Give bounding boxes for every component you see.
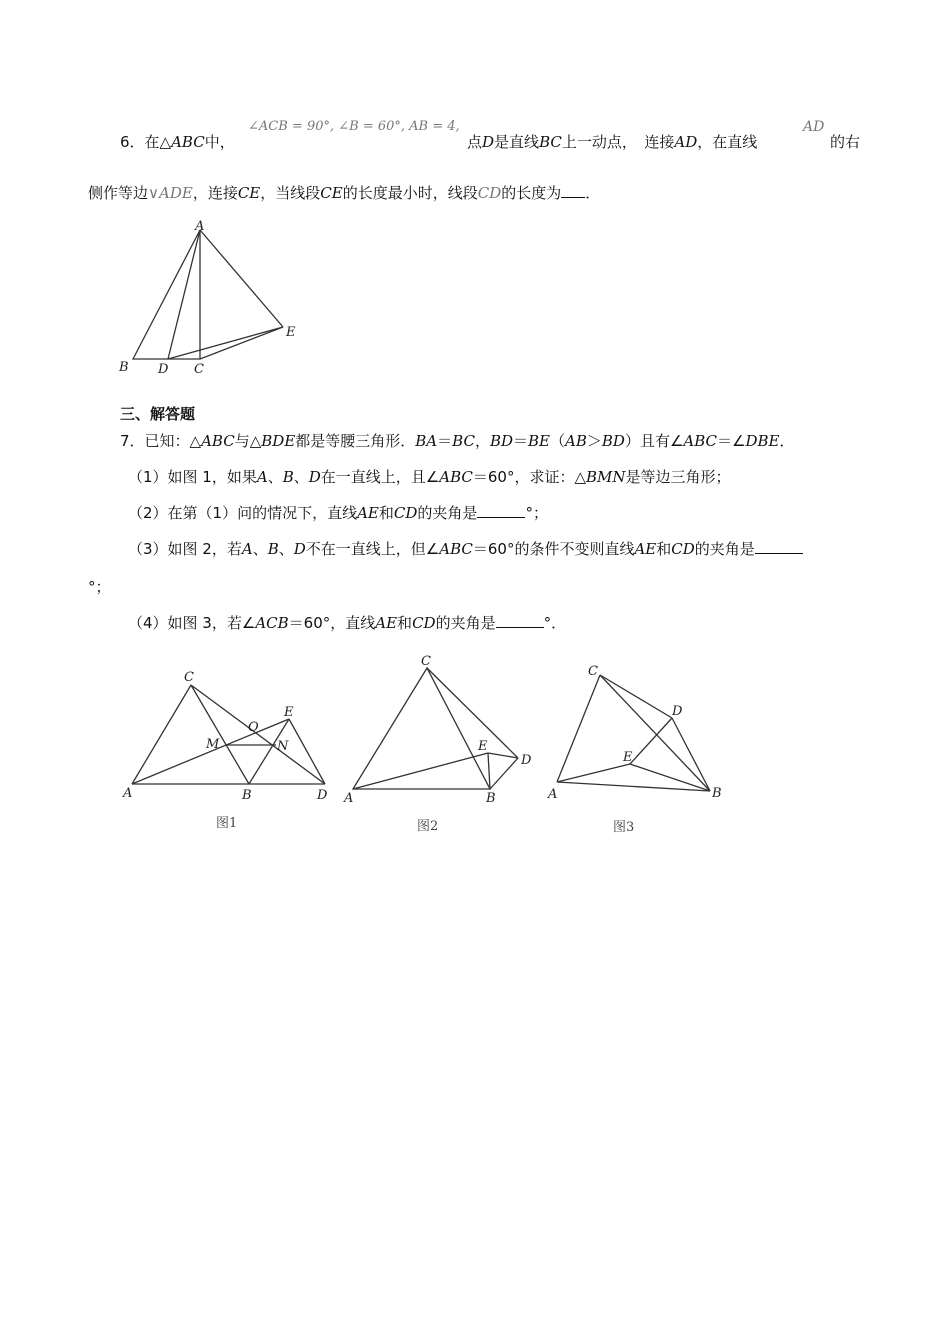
fig3-line-ae	[557, 764, 630, 782]
q6-segment-de	[168, 327, 283, 359]
fig2-label-b: B	[486, 791, 496, 806]
q6-text: 上一动点， 连接	[561, 133, 675, 151]
q6-text: 的长度最小时，线段	[342, 184, 478, 202]
q7-point: A	[256, 468, 268, 486]
q6-abc: ABC	[171, 133, 205, 151]
q7-text: 的夹角是	[694, 540, 755, 558]
q7-abc: ABC	[439, 468, 473, 486]
fig1-label-n: N	[277, 739, 289, 754]
q7-figure-2	[340, 652, 540, 837]
q6-label-b: B	[119, 360, 129, 375]
q6-text: ．	[585, 184, 601, 202]
q6-text: 中，	[204, 133, 235, 151]
q7-figure-3	[545, 660, 755, 840]
q7-part3	[128, 538, 803, 559]
q6-text: 的长度为	[501, 184, 562, 202]
q6-text: 点	[467, 133, 483, 151]
q7-abc: ABC	[201, 432, 235, 450]
q6-d: D	[482, 133, 495, 151]
q7-point: D	[308, 468, 321, 486]
q7-text: 和	[378, 504, 394, 522]
q7-text: ＝∠	[717, 432, 746, 450]
q7-abc: ABC	[439, 540, 473, 558]
q6-bc: BC	[539, 133, 562, 151]
q6-ad: AD	[674, 133, 698, 151]
q7-bd: BD	[489, 432, 514, 450]
q7-text: 的夹角是	[417, 504, 478, 522]
q6-text: 在△	[144, 133, 172, 151]
q7-text: （	[550, 432, 566, 450]
q6-segment-ae	[200, 230, 283, 327]
q7-be: BE	[528, 432, 551, 450]
q6-line1-end: 的右	[830, 133, 861, 151]
fig1-line-ac	[132, 685, 191, 784]
q6-ade: ∨ADE	[148, 184, 193, 202]
fig2-caption: 图2	[417, 819, 439, 834]
q7-abc: ABC	[683, 432, 718, 450]
q7-text: 都是等腰三角形．	[295, 432, 416, 450]
q6-label-c: C	[194, 362, 204, 377]
fig3-label-c: C	[588, 664, 598, 679]
q7-text: （4）如图 3，若∠	[128, 614, 256, 632]
q7-cd: CD	[393, 504, 418, 522]
fig2-label-d: D	[521, 753, 532, 768]
q7-text: ．	[779, 432, 795, 450]
fig1-label-c: C	[184, 670, 194, 685]
section-heading: 三、解答题	[120, 405, 196, 423]
fig2-label-a: A	[344, 791, 354, 806]
q7-dbe: DBE	[745, 432, 780, 450]
q7-part3-end: °；	[88, 578, 111, 596]
q6-label-a: A	[195, 219, 205, 234]
q7-text: 7．已知：△	[120, 432, 202, 450]
fig1-label-d: D	[317, 788, 328, 803]
q7-part1	[128, 466, 731, 487]
q7-text: （3）如图 2，若	[128, 540, 242, 558]
q6-text: ，当线段	[260, 184, 321, 202]
q7-point: B	[282, 468, 294, 486]
q7-text: 不在一直线上，但∠	[305, 540, 440, 558]
q6-line1	[120, 131, 235, 152]
q6-ce: CE	[320, 184, 343, 202]
q6-text: 侧作等边	[88, 184, 149, 202]
q7-text: ，	[474, 432, 490, 450]
q7-ae: AE	[357, 504, 379, 522]
q6-line1-right	[467, 131, 757, 152]
q7-text: ＝	[513, 432, 529, 450]
fig1-label-m: M	[206, 737, 220, 752]
fig1-line-cb	[191, 685, 249, 784]
fig3-line-ed	[630, 718, 672, 764]
fig3-label-b: B	[712, 786, 722, 801]
fig3-line-ac	[557, 675, 600, 782]
q7-cd: CD	[671, 540, 695, 558]
q7-text: ＝60°的条件不变则直线	[472, 540, 635, 558]
q6-label-e: E	[286, 325, 296, 340]
q7-text: 在一直线上，且∠	[320, 468, 440, 486]
q6-triangle-abc	[133, 230, 200, 359]
q6-answer-blank	[561, 183, 585, 198]
q7-ae: AE	[634, 540, 657, 558]
q7-text: ）且有∠	[624, 432, 684, 450]
q6-line2	[88, 182, 600, 203]
q7-part3-blank	[755, 539, 803, 554]
q7-part2-blank	[477, 503, 525, 518]
fig1-line-ed	[289, 719, 325, 784]
q7-text: 的夹角是	[435, 614, 496, 632]
fig2-line-eb	[488, 753, 490, 789]
fig3-line-cb	[600, 675, 710, 791]
fig1-label-a: A	[123, 786, 133, 801]
q7-text: （2）在第（1）问的情况下，直线	[128, 504, 358, 522]
q6-text: ，在直线	[697, 133, 758, 151]
q7-ba: BA	[415, 432, 438, 450]
q7-intro	[120, 430, 795, 451]
q7-text: ＝60°，求证：△	[472, 468, 586, 486]
fig1-label-e: E	[284, 705, 294, 720]
fig1-label-o: O	[248, 720, 259, 735]
q7-text: 、	[267, 468, 283, 486]
q7-text: °；	[525, 504, 548, 522]
q7-acb: ACB	[255, 614, 289, 632]
q6-figure	[110, 218, 310, 383]
q7-point: D	[293, 540, 306, 558]
fig3-caption: 图3	[613, 820, 635, 835]
q7-text: 和	[656, 540, 672, 558]
q7-bd: BD	[601, 432, 625, 450]
q7-point: A	[241, 540, 253, 558]
q7-text: °．	[543, 614, 567, 632]
fig2-label-e: E	[478, 739, 488, 754]
q7-ab: AB	[565, 432, 587, 450]
q7-text: 、	[278, 540, 294, 558]
q6-ce: CE	[237, 184, 261, 202]
fig2-label-c: C	[421, 654, 431, 669]
q7-text: ＞	[586, 432, 602, 450]
q6-segment-ad	[168, 230, 200, 359]
q6-number: 6．	[120, 133, 145, 151]
fig2-line-ae	[353, 753, 488, 789]
q7-text: 和	[397, 614, 413, 632]
q6-text: ，连接	[192, 184, 238, 202]
q7-text: ＝	[437, 432, 453, 450]
q7-text: 与△	[234, 432, 262, 450]
q6-ad-gray: AD	[803, 119, 825, 135]
fig3-label-a: A	[548, 787, 558, 802]
q6-label-d: D	[158, 362, 169, 377]
q7-cd: CD	[412, 614, 436, 632]
q7-text: 、	[293, 468, 309, 486]
q6-condition-formula: ∠ACB = 90°, ∠B = 60°, AB = 4,	[248, 119, 460, 134]
q6-formula	[248, 116, 460, 134]
q7-figure-1	[120, 665, 335, 835]
fig3-label-d: D	[672, 704, 683, 719]
q7-text: （1）如图 1，如果	[128, 468, 257, 486]
q7-ae: AE	[375, 614, 398, 632]
fig2-line-bd	[490, 758, 518, 789]
fig2-line-cd	[427, 668, 518, 758]
q7-part4-blank	[496, 613, 544, 628]
q7-part2	[128, 502, 548, 523]
fig3-label-e: E	[623, 750, 633, 765]
q6-cd: CD	[477, 184, 502, 202]
q7-point: B	[267, 540, 279, 558]
q7-bmn: BMN	[586, 468, 626, 486]
fig1-caption: 图1	[216, 816, 238, 831]
q6-segment-ce	[200, 327, 283, 359]
q6-text: 是直线	[494, 133, 540, 151]
q7-text: 是等边三角形；	[625, 468, 731, 486]
fig1-label-b: B	[242, 788, 252, 803]
q7-bde: BDE	[261, 432, 296, 450]
q7-part4	[128, 612, 566, 633]
q7-bc: BC	[452, 432, 475, 450]
fig3-line-cd	[600, 675, 672, 718]
q7-text: ＝60°，直线	[288, 614, 376, 632]
q7-text: 、	[252, 540, 268, 558]
